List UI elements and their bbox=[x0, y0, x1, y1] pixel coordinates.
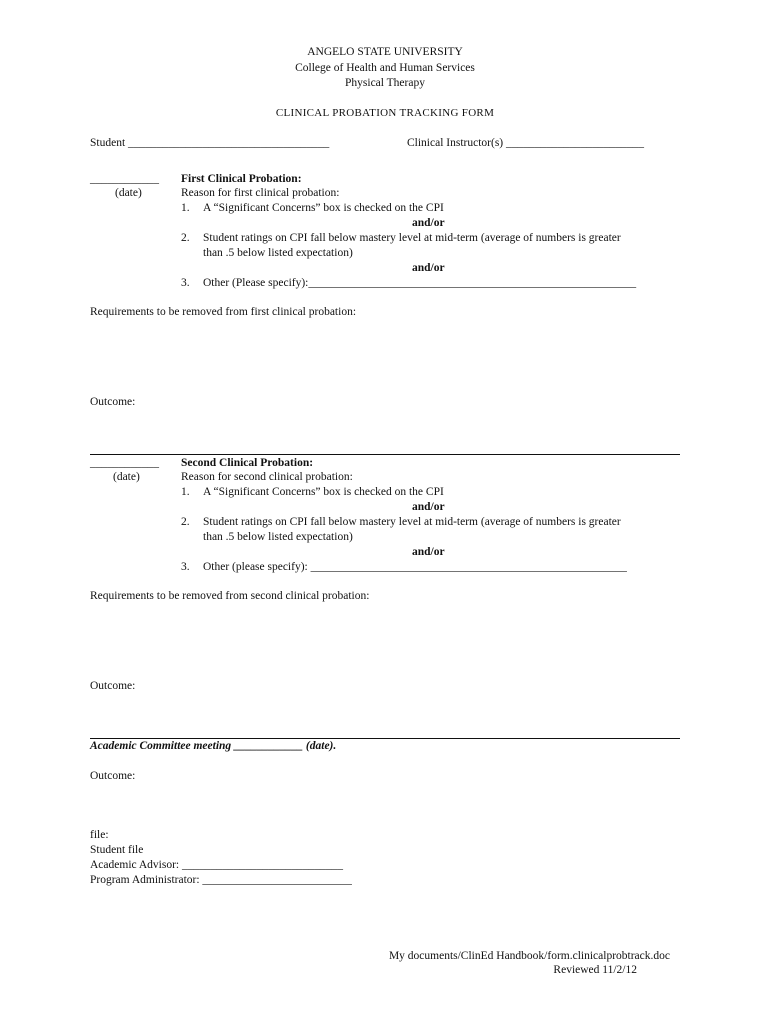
university-name: ANGELO STATE UNIVERSITY bbox=[307, 46, 463, 58]
student-field[interactable]: Student ___________________________________ bbox=[90, 137, 330, 149]
college-name: College of Health and Human Services bbox=[295, 62, 475, 74]
first-date-label: (date) bbox=[115, 187, 142, 199]
academic-committee-meeting-field[interactable]: Academic Committee meeting ____________ (date). bbox=[90, 740, 337, 752]
second-other-specify-field[interactable]: Other (please specify): _______________________________________________________ bbox=[203, 561, 627, 573]
first-item3-number: 3. bbox=[181, 277, 190, 289]
second-andor-2: and/or bbox=[412, 546, 445, 558]
second-reason-label: Reason for second clinical probation: bbox=[181, 471, 353, 483]
second-requirements-label: Requirements to be removed from second clinical probation: bbox=[90, 590, 370, 602]
second-date-field[interactable]: ____________ bbox=[90, 457, 159, 469]
second-item3-number: 3. bbox=[181, 561, 190, 573]
department-name: Physical Therapy bbox=[345, 77, 425, 89]
academic-advisor-field[interactable]: Academic Advisor: ____________________________ bbox=[90, 859, 343, 871]
second-item2-text-line2: than .5 below listed expectation) bbox=[203, 531, 353, 543]
program-administrator-field[interactable]: Program Administrator: __________________________ bbox=[90, 874, 352, 886]
section-divider-1 bbox=[90, 454, 680, 455]
clinical-instructor-field[interactable]: Clinical Instructor(s) ________________________ bbox=[407, 137, 645, 149]
first-item2-text-line1: Student ratings on CPI fall below mastery level at mid-term (average of numbers is greater bbox=[203, 232, 621, 244]
second-item1-number: 1. bbox=[181, 486, 190, 498]
first-andor-2: and/or bbox=[412, 262, 445, 274]
second-item2-text-line1: Student ratings on CPI fall below mastery level at mid-term (average of numbers is greater bbox=[203, 516, 621, 528]
committee-outcome-label: Outcome: bbox=[90, 770, 136, 782]
second-outcome-label: Outcome: bbox=[90, 680, 136, 692]
first-outcome-label: Outcome: bbox=[90, 396, 136, 408]
first-requirements-label: Requirements to be removed from first clinical probation: bbox=[90, 306, 357, 318]
document-path: My documents/ClinEd Handbook/form.clinicalprobtrack.doc bbox=[388, 950, 670, 962]
first-item2-number: 2. bbox=[181, 232, 190, 244]
form-title: CLINICAL PROBATION TRACKING FORM bbox=[275, 107, 495, 119]
second-item1-text: A “Significant Concerns” box is checked on the CPI bbox=[203, 486, 444, 498]
first-item2-text-line2: than .5 below listed expectation) bbox=[203, 247, 353, 259]
first-probation-heading: First Clinical Probation: bbox=[181, 173, 302, 185]
second-date-label: (date) bbox=[113, 471, 140, 483]
section-divider-2 bbox=[90, 738, 680, 739]
file-label: file: bbox=[90, 829, 109, 841]
first-item1-text: A “Significant Concerns” box is checked on the CPI bbox=[203, 202, 444, 214]
first-date-field[interactable]: ____________ bbox=[90, 173, 159, 185]
second-andor-1: and/or bbox=[412, 501, 445, 513]
first-item1-number: 1. bbox=[181, 202, 190, 214]
first-other-specify-field[interactable]: Other (Please specify):_________________________________________________________ bbox=[203, 277, 637, 289]
first-andor-1: and/or bbox=[412, 217, 445, 229]
student-file-label: Student file bbox=[90, 844, 144, 856]
second-probation-heading: Second Clinical Probation: bbox=[181, 457, 314, 469]
first-reason-label: Reason for first clinical probation: bbox=[181, 187, 340, 199]
second-item2-number: 2. bbox=[181, 516, 190, 528]
reviewed-date: Reviewed 11/2/12 bbox=[553, 964, 637, 976]
